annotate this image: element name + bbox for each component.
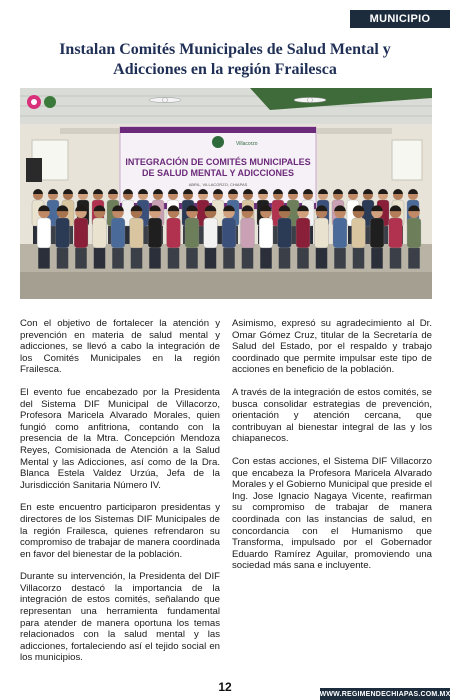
municipal-logo-icon: [44, 96, 56, 108]
article-photo: [20, 88, 432, 299]
website-link[interactable]: WWW.REGIMENDECHIAPAS.COM.MX: [320, 688, 450, 700]
group-photo-illustration: [20, 88, 432, 299]
paragraph: El evento fue encabezado por la Presidenta del Sistema DIF Municipal de Villacorzo, Profesora Maricela Alvarado Morales, quien fungió como anfitriona, contando con la presencia de la Mtra. Concepción Mendoza Reyes, Comisionada de Atención a la Salud Mental y las Adicciones, así como de la Dra. Blanca Estela Valdez Urzúa, Jefa de la Jurisdicción Sanitaria Número IV.: [20, 386, 220, 491]
dif-logo-icon: [27, 95, 41, 109]
banner-line-2: DE SALUD MENTAL Y ADICCIONES: [141, 168, 295, 178]
banner-line-1: INTEGRACIÓN DE COMITÉS MUNICIPALES: [125, 157, 311, 167]
paragraph: En este encuentro participaron presidentas y directores de los Sistemas DIF Municipales de la región Frailesca, quienes refrendaron su compromiso de trabajar de manera coordinada en favor del bienestar de la población.: [20, 502, 220, 560]
paragraph: Asimismo, expresó su agradecimiento al Dr. Omar Gómez Cruz, titular de la Secretaría de Salud del Estado, por el respaldo y trabajo coordinado que permite impulsar este tipo de acciones en beneficio de la población.: [232, 318, 432, 376]
paragraph: Con el objetivo de fortalecer la atención y prevención en materia de salud mental y adicciones, se llevó a cabo la integración de los Comités Municipales en la región Frailesca.: [20, 318, 220, 376]
paragraph: Con estas acciones, el Sistema DIF Villacorzo que encabeza la Profesora Maricela Alvarado Morales y el Gobierno Municipal que preside el Ing. Jose Ignacio Nagaya Vicente, reafirman su compromiso de trabajar de manera coordinada con las instancias de salud, en concordancia con el Humanismo que Transforma, impulsado por el Gobernador Eduardo Ramírez Aguilar, promoviendo una sociedad más sana e incluyente.: [232, 455, 432, 572]
speaker: [26, 158, 42, 182]
banner-logo-text: Villacorzo: [236, 141, 258, 147]
section-tag: MUNICIPIO: [350, 10, 450, 28]
paragraph: A través de la integración de estos comités, se busca consolidar estrategias de prevención, orientación y atención cercana, que contribuyan al bienestar integral de las y los chiapanecos.: [232, 386, 432, 445]
page-number: 12: [218, 680, 232, 694]
article-title: Instalan Comités Municipales de Salud Mental y Adicciones en la región Frailesca: [59, 41, 391, 78]
article-body: [20, 318, 432, 678]
banner-logo-icon: [212, 136, 224, 148]
front-row-people: [37, 205, 421, 268]
banner-small-text: ABRIL, VILLACORZO, CHIAPAS: [188, 182, 248, 187]
paragraph: Durante su intervención, la Presidenta del DIF Villacorzo destacó la importancia de la integración de estos comités, señalando que representan una herramienta fundamental para atender de manera oportuna los temas relacionados con la salud mental y las adicciones, fortaleciendo así el tejido social en los municipios.: [20, 571, 220, 664]
